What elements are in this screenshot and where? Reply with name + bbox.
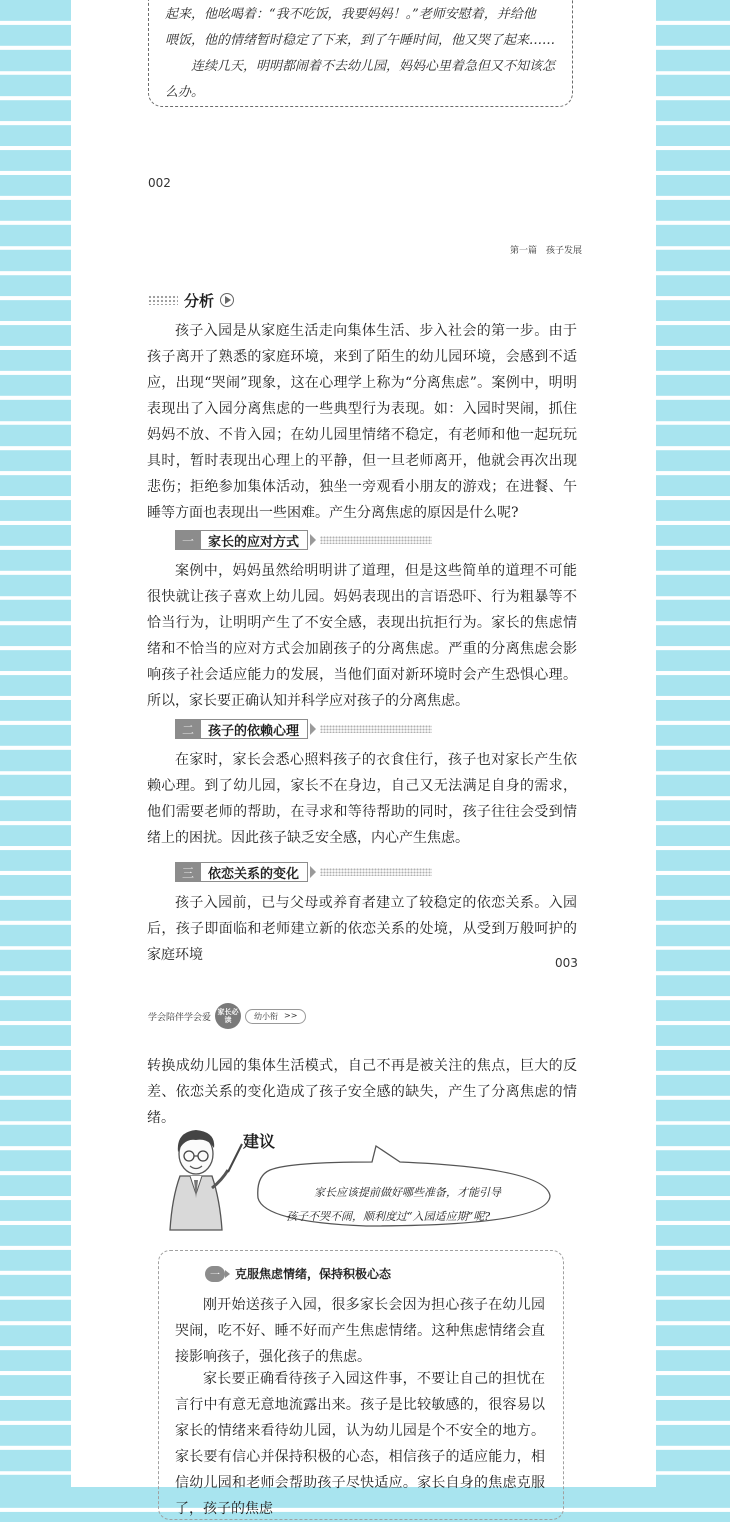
- section-label: 孩子的依赖心理: [201, 719, 308, 739]
- arrow-icon: [310, 534, 316, 546]
- story-line: 连续几天，明明都闹着不去幼儿园，妈妈心里着急但又不知该怎: [191, 59, 556, 74]
- section-number: 二: [175, 719, 201, 739]
- paragraph-text: 转换成幼儿园的集体生活模式，自己不再是被关注的焦点，巨大的反差、依恋关系的变化造成了孩子安全感的缺失，产生了分离焦虑的情绪。: [147, 1058, 577, 1126]
- page-number-right: 003: [555, 956, 578, 970]
- tip-heading: [205, 1265, 391, 1282]
- paragraph-text: 家长要正确看待孩子入园这件事，不要让自己的担忧在言行中有意无意地流露出来。孩子是比较敏感的，很容易以家长的情绪来看待幼儿园，认为幼儿园是个不安全的地方。家长要有信心并保持积极的心态，相信孩子的适应能力，相信幼儿园和老师会帮助孩子尽快适应。家长自身的焦虑克服了，孩子的焦虑: [175, 1371, 545, 1517]
- dotted-ornament: [148, 295, 178, 305]
- story-line: 起来，他吆喝着：“我不吃饭，我要妈妈！。”老师安慰着，并给他: [165, 7, 536, 22]
- paragraph-text: 刚开始送孩子入园，很多家长会因为担心孩子在幼儿园哭闹，吃不好、睡不好而产生焦虑情绪。这种焦虑情绪会直接影响孩子，强化孩子的焦虑。: [175, 1297, 545, 1365]
- story-line: 么办。: [165, 85, 205, 100]
- tip-number: 一: [205, 1266, 225, 1282]
- arrow-icon: [310, 723, 316, 735]
- brand-badge: 家长必读: [215, 1003, 241, 1029]
- bubble-line: 家长应该提前做好哪些准备，才能引导: [314, 1186, 501, 1199]
- section-number: 三: [175, 862, 201, 882]
- analysis-paragraph: [147, 318, 577, 526]
- brand-header: [148, 1003, 306, 1029]
- advice-bubble-text: [286, 1181, 546, 1229]
- tip-paragraph-1: [175, 1292, 545, 1370]
- brand-tag: [245, 1009, 306, 1024]
- double-arrow-icon: >>: [284, 1010, 298, 1020]
- dotted-trail: [320, 868, 432, 876]
- section-2-paragraph: [147, 747, 577, 851]
- section-number: 一: [175, 530, 201, 550]
- section-1-paragraph: [147, 558, 577, 714]
- bubble-line: 孩子不哭不闹，顺利度过“入园适应期”呢?: [286, 1210, 491, 1223]
- section-3-paragraph: [147, 890, 577, 968]
- teacher-icon: [170, 1130, 242, 1230]
- tip-paragraph-2: [175, 1366, 545, 1522]
- analysis-title: 分析: [184, 291, 215, 310]
- section-heading-3: [175, 861, 432, 883]
- paragraph-text: 在家时，家长会悉心照料孩子的衣食住行，孩子也对家长产生依赖心理。到了幼儿园，家长不在身边，自己又无法满足自身的需求，他们需要老师的帮助，在寻求和等待帮助的同时，孩子往往会受到情绪上的困扰。因此孩子缺乏安全感，内心产生焦虑。: [147, 752, 577, 846]
- brand-tag-label: 幼小衔: [254, 1011, 279, 1021]
- paragraph-text: 案例中，妈妈虽然给明明讲了道理，但是这些简单的道理不可能很快就让孩子喜欢上幼儿园。妈妈表现出的言语恐吓、行为粗暴等不恰当行为，让明明产生了不安全感，表现出抗拒行为。家长的焦虑情绪和不恰当的应对方式会加剧孩子的分离焦虑。严重的分离焦虑会影响孩子社会适应能力的发展，当他们面对新环境时会产生恐惧心理。所以，家长要正确认知并科学应对孩子的分离焦虑。: [147, 563, 577, 709]
- dotted-trail: [320, 536, 432, 544]
- section-label: 家长的应对方式: [201, 530, 308, 550]
- story-line: 喂饭，他的情绪暂时稳定了下来，到了午睡时间，他又哭了起来……: [165, 33, 556, 48]
- section-heading-1: [175, 529, 432, 551]
- running-head: 第一篇 孩子发展: [510, 246, 583, 256]
- advice-title: 建议: [243, 1132, 276, 1151]
- tip-title: 克服焦虑情绪，保持积极心态: [235, 1267, 392, 1281]
- section-label: 依恋关系的变化: [201, 862, 308, 882]
- page-number-left: 002: [148, 176, 171, 190]
- dotted-trail: [320, 725, 432, 733]
- paragraph-text: 孩子入园是从家庭生活走向集体生活、步入社会的第一步。由于孩子离开了熟悉的家庭环境，来到了陌生的幼儿园环境，会感到不适应，出现“哭闹”现象，这在心理学上称为“分离焦虑”。案例中，明明表现出了入园分离焦虑的一些典型行为表现。如：入园时哭闹，抓住妈妈不放、不肯入园；在幼儿园里情绪不稳定，有老师和他一起玩玩具时，暂时表现出心理上的平静，但一旦老师离开，他就会再次出现悲伤；拒绝参加集体活动，独坐一旁观看小朋友的游戏；在进餐、午睡等方面也表现出一些困难。产生分离焦虑的原因是什么呢?: [147, 323, 577, 521]
- arrow-icon: [310, 866, 316, 878]
- analysis-heading: [148, 288, 234, 312]
- paragraph-text: 孩子入园前，已与父母或养育者建立了较稳定的依恋关系。入园后，孩子即面临和老师建立新的依恋关系的处境，从受到万般呵护的家庭环境: [147, 895, 577, 963]
- section-heading-2: [175, 718, 432, 740]
- story-text: [165, 2, 561, 106]
- brand-title: 学会陪伴学会爱: [148, 1012, 212, 1023]
- play-icon: [220, 293, 234, 307]
